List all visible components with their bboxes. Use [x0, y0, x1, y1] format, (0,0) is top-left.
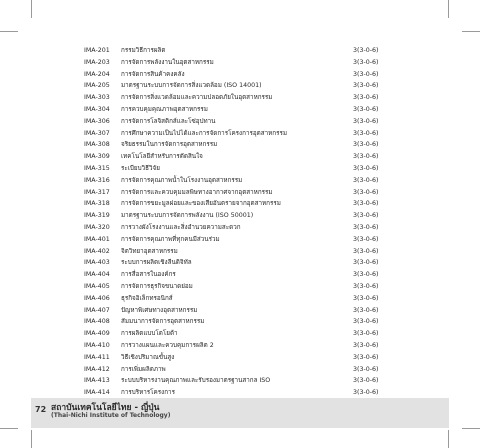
course-credit: 3(3-0-6) [353, 58, 379, 66]
course-name: การจัดการขยะมูลฝอยและของเสียอันตรายจากอุตสาหกรรม [121, 200, 281, 208]
course-credit: 3(3-0-6) [353, 164, 379, 172]
course-code: IMA-306 [84, 117, 110, 125]
course-row [0, 104, 480, 116]
course-code: IMA-414 [84, 389, 110, 397]
course-code: IMA-304 [84, 105, 110, 113]
course-row [0, 222, 480, 234]
course-code: IMA-403 [84, 259, 110, 267]
course-row [0, 210, 480, 222]
course-name: การวางแผนและควบคุมการผลิต 2 [121, 341, 214, 349]
course-credit: 3(3-0-6) [353, 200, 379, 208]
course-credit: 3(3-0-6) [353, 259, 379, 267]
course-code: IMA-307 [84, 129, 110, 137]
course-name: การจัดการคุณภาพที่ทุกคนมีส่วนร่วม [121, 235, 220, 243]
course-row [0, 187, 480, 199]
crop-mark [31, 430, 32, 448]
crop-mark [462, 31, 480, 32]
course-code: IMA-405 [84, 282, 110, 290]
course-credit: 3(3-0-6) [353, 282, 379, 290]
course-credit: 3(3-0-6) [353, 117, 379, 125]
course-row [0, 69, 480, 81]
course-credit: 3(3-0-6) [353, 223, 379, 231]
course-row [0, 316, 480, 328]
course-code: IMA-309 [84, 153, 110, 161]
course-row [0, 293, 480, 305]
course-code: IMA-406 [84, 294, 110, 302]
crop-mark [0, 31, 18, 32]
course-name: มาตรฐานระบบการจัดการพลังงาน (ISO 50001) [121, 212, 254, 220]
course-name: การจัดการสิ่งแวดล้อมและความปลอดภัยในอุตสาหกรรม [121, 94, 273, 102]
course-code: IMA-205 [84, 82, 110, 90]
course-code: IMA-318 [84, 200, 110, 208]
course-code: IMA-319 [84, 212, 110, 220]
crop-mark [0, 428, 18, 429]
course-name: จิตวิทยาอุตสาหกรรม [121, 247, 178, 255]
course-code: IMA-410 [84, 341, 110, 349]
course-name: สัมมนาการจัดการอุตสาหกรรม [121, 318, 205, 326]
course-name: การผลิตแบบโตโยต้า [121, 330, 178, 338]
crop-mark [462, 428, 480, 429]
course-credit: 3(3-0-6) [353, 294, 379, 302]
course-code: IMA-320 [84, 223, 110, 231]
course-credit: 3(3-0-6) [353, 129, 379, 137]
course-code: IMA-402 [84, 247, 110, 255]
course-name: กรรมวิธีการผลิต [121, 47, 166, 54]
course-credit: 3(3-0-6) [353, 306, 379, 314]
course-row [0, 151, 480, 163]
course-code: IMA-204 [84, 70, 110, 78]
course-name: มาตรฐานระบบการจัดการสิ่งแวดล้อม (ISO 14001) [121, 82, 262, 90]
course-credit: 3(3-0-6) [353, 141, 379, 149]
course-name: เทคโนโลยีสำหรับการตัดสินใจ [121, 153, 203, 161]
course-row [0, 375, 480, 387]
course-name: จริยธรรมในการจัดการอุตสาหกรรม [121, 141, 218, 149]
institute-name-thai: สถาบันเทคโนโลยีไทย - ญี่ปุ่น [51, 403, 160, 413]
course-row [0, 246, 480, 258]
course-row [0, 92, 480, 104]
course-row [0, 198, 480, 210]
course-code: IMA-201 [84, 47, 110, 54]
course-name: การจัดการสินค้าคงคลัง [121, 70, 185, 78]
course-row [0, 116, 480, 128]
course-name: การบริหารโครงการ [121, 389, 175, 397]
crop-mark [448, 0, 449, 18]
course-code: IMA-303 [84, 94, 110, 102]
course-name: การจัดการและควบคุมมลพิษทางอากาศจากอุตสาหกรรม [121, 188, 273, 196]
course-credit: 3(3-0-6) [353, 377, 379, 385]
crop-mark [31, 0, 32, 18]
course-name: วิธีเชิงปริมาณขั้นสูง [121, 353, 175, 361]
course-code: IMA-407 [84, 306, 110, 314]
course-code: IMA-316 [84, 176, 110, 184]
course-credit: 3(3-0-6) [353, 247, 379, 255]
course-credit: 3(3-0-6) [353, 70, 379, 78]
course-code: IMA-409 [84, 330, 110, 338]
course-credit: 3(3-0-6) [353, 235, 379, 243]
course-credit: 3(3-0-6) [353, 271, 379, 279]
course-list [0, 45, 480, 399]
course-name: ปัญหาพิเศษทางอุตสาหกรรม [121, 306, 198, 314]
course-row [0, 234, 480, 246]
course-name: ธุรกิจอิเล็กทรอนิกส์ [121, 294, 173, 302]
course-credit: 3(3-0-6) [353, 82, 379, 90]
course-name: การจัดการพลังงานในอุตสาหกรรม [121, 58, 214, 66]
course-row [0, 139, 480, 151]
course-row [0, 163, 480, 175]
course-code: IMA-315 [84, 164, 110, 172]
course-credit: 3(3-0-6) [353, 47, 379, 54]
course-name: ระเบียบวิธีวิจัย [121, 164, 160, 172]
course-name: การจัดการคุณภาพน้ำในโรงงานอุตสาหกรรม [121, 176, 243, 184]
course-row [0, 45, 480, 57]
course-credit: 3(3-0-6) [353, 94, 379, 102]
course-row [0, 175, 480, 187]
course-code: IMA-317 [84, 188, 110, 196]
course-code: IMA-401 [84, 235, 110, 243]
course-row [0, 57, 480, 69]
course-name: การเพิ่มผลิตภาพ [121, 365, 166, 373]
course-code: IMA-408 [84, 318, 110, 326]
course-name: การสื่อสารในองค์กร [121, 271, 176, 279]
course-row [0, 128, 480, 140]
course-credit: 3(3-0-6) [353, 341, 379, 349]
course-row [0, 328, 480, 340]
course-code: IMA-203 [84, 58, 110, 66]
course-credit: 3(3-0-6) [353, 188, 379, 196]
course-name: ระบบบริหารงานคุณภาพและรับรองมาตรฐานสากล ISO [121, 377, 271, 385]
course-row [0, 80, 480, 92]
course-credit: 3(3-0-6) [353, 389, 379, 397]
course-code: IMA-308 [84, 141, 110, 149]
course-code: IMA-412 [84, 365, 110, 373]
course-name: การควบคุมคุณภาพอุตสาหกรรม [121, 105, 208, 113]
course-row [0, 281, 480, 293]
institute-name-english: (Thai-Nichi Institute of Technology) [51, 412, 171, 419]
course-name: การจัดการธุรกิจขนาดย่อม [121, 282, 193, 290]
course-credit: 3(3-0-6) [353, 212, 379, 220]
course-credit: 3(3-0-6) [353, 176, 379, 184]
course-name: การวางผังโรงงานและสิ่งอำนวยความสะดวก [121, 223, 241, 231]
course-credit: 3(3-0-6) [353, 365, 379, 373]
course-row [0, 364, 480, 376]
course-credit: 3(3-0-6) [353, 318, 379, 326]
course-code: IMA-411 [84, 353, 110, 361]
course-row [0, 305, 480, 317]
course-code: IMA-413 [84, 377, 110, 385]
course-credit: 3(3-0-6) [353, 153, 379, 161]
course-row [0, 352, 480, 364]
crop-mark [448, 430, 449, 448]
course-name: การศึกษาความเป็นไปได้และการจัดการโครงการอุตสาหกรรม [121, 129, 287, 137]
course-credit: 3(3-0-6) [353, 105, 379, 113]
course-row [0, 340, 480, 352]
course-name: ระบบการผลิตเชิงลีนดิจิทัล [121, 259, 192, 267]
course-code: IMA-404 [84, 271, 110, 279]
course-credit: 3(3-0-6) [353, 353, 379, 361]
page-number: 72 [35, 405, 47, 414]
course-credit: 3(3-0-6) [353, 330, 379, 338]
course-row [0, 257, 480, 269]
course-name: การจัดการโลจิสติกส์และโซ่อุปทาน [121, 117, 216, 125]
course-row [0, 269, 480, 281]
